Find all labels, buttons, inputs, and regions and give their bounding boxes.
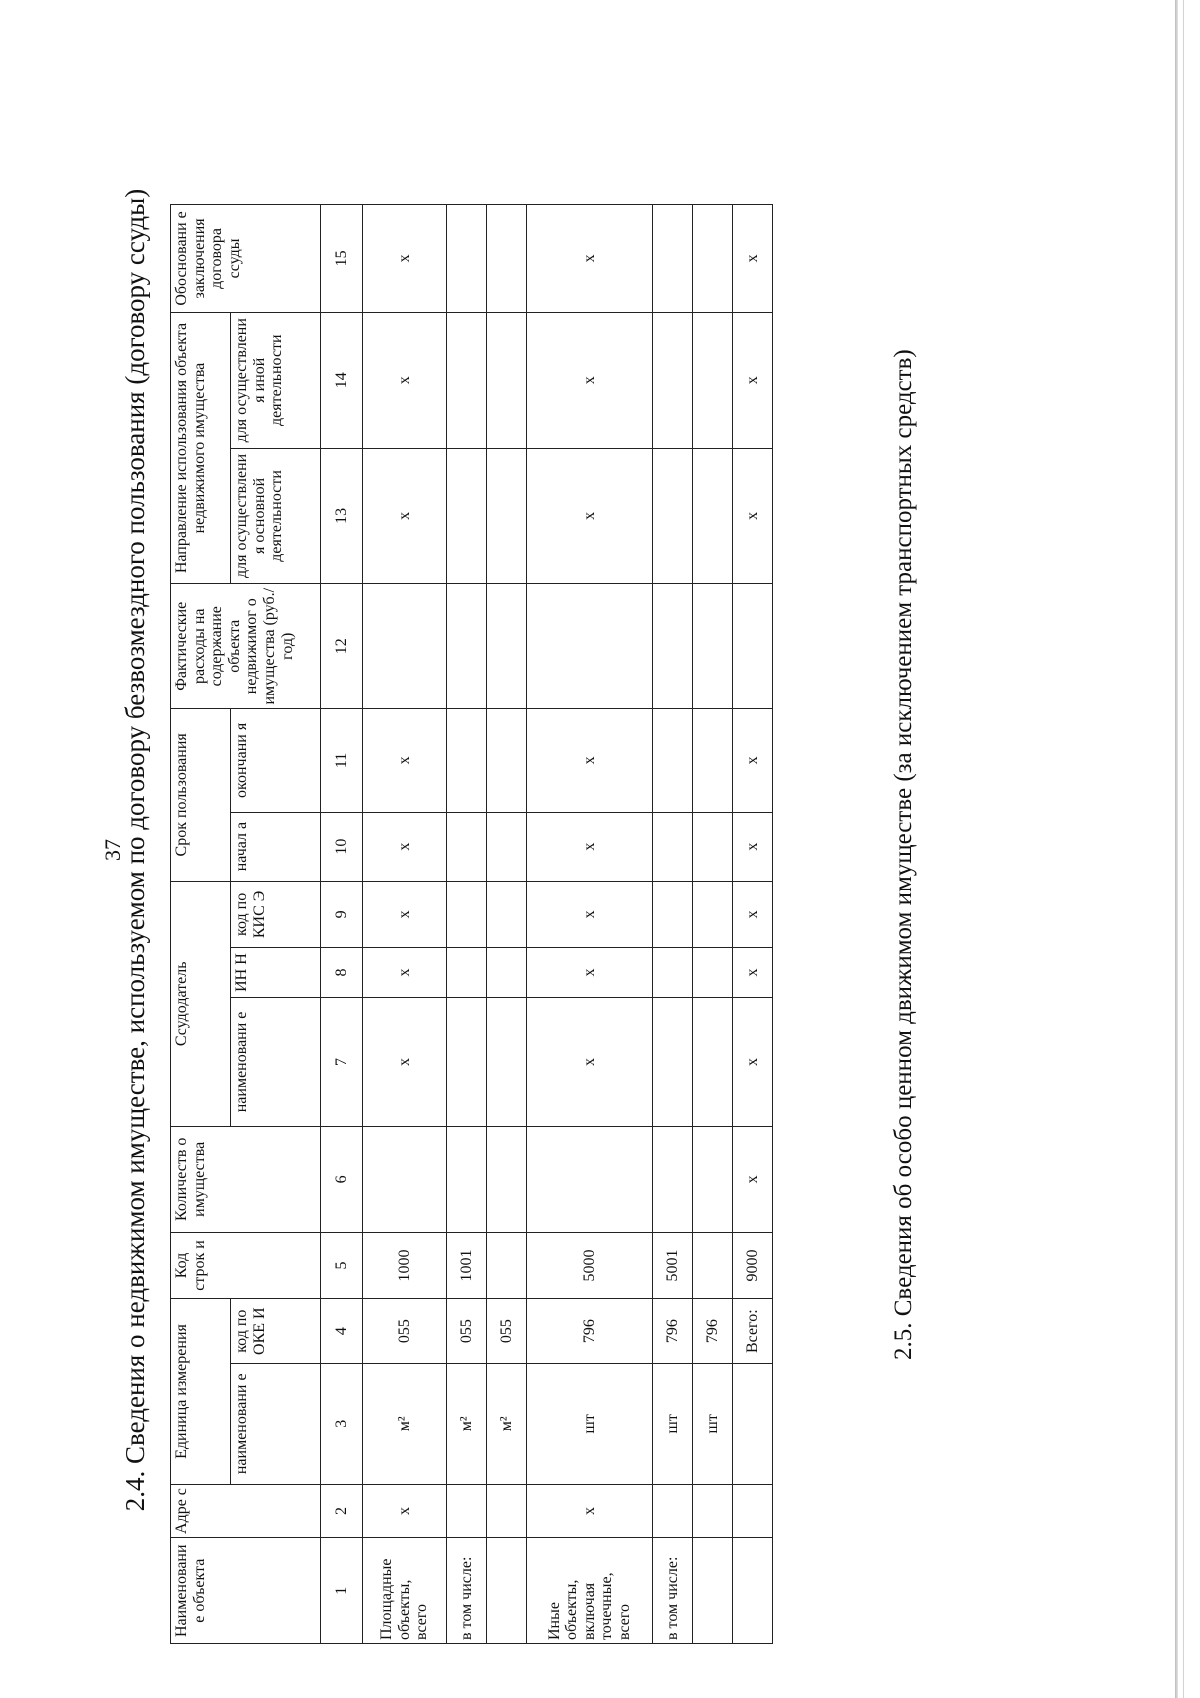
table-cell: x bbox=[527, 812, 653, 881]
table-cell bbox=[653, 881, 693, 948]
column-number: 1 bbox=[321, 1538, 363, 1644]
table-cell: x bbox=[363, 948, 447, 998]
table-cell bbox=[487, 1232, 527, 1299]
header-unit-okei: код по ОКЕ И bbox=[231, 1299, 321, 1364]
table-cell: x bbox=[363, 205, 447, 313]
column-number: 9 bbox=[321, 881, 363, 948]
table-cell: м² bbox=[447, 1363, 487, 1484]
header-quantity: Количеств о имущества bbox=[171, 1127, 321, 1233]
table-cell bbox=[487, 881, 527, 948]
header-term-start: начал а bbox=[231, 812, 321, 881]
table-cell: x bbox=[363, 1484, 447, 1538]
table-cell bbox=[733, 1363, 773, 1484]
row-label: в том числе: bbox=[447, 1538, 487, 1644]
table-row bbox=[653, 205, 693, 1644]
table-cell bbox=[653, 948, 693, 998]
table-cell bbox=[693, 812, 733, 881]
table-cell: 5001 bbox=[653, 1232, 693, 1299]
table-row bbox=[447, 205, 487, 1644]
table-cell: м² bbox=[363, 1363, 447, 1484]
table-cell bbox=[447, 1127, 487, 1233]
column-number: 2 bbox=[321, 1484, 363, 1538]
table-row bbox=[487, 205, 527, 1644]
table-cell: 796 bbox=[693, 1299, 733, 1364]
header-basis: Обосновани е заключения договора ссуды bbox=[171, 205, 321, 313]
header-expenses: Фактические расходы на содержание объекта недвижимог о имущества (руб./год) bbox=[171, 584, 321, 709]
table-cell bbox=[363, 1127, 447, 1233]
header-lender-inn: ИН Н bbox=[231, 948, 321, 998]
header-term-end: окончани я bbox=[231, 709, 321, 812]
table-cell: x bbox=[363, 709, 447, 812]
row-label bbox=[487, 1538, 527, 1644]
table-cell: 796 bbox=[527, 1299, 653, 1364]
table-cell bbox=[447, 584, 487, 709]
header-row-code: Код строк и bbox=[171, 1232, 321, 1299]
table-cell bbox=[487, 584, 527, 709]
column-number: 7 bbox=[321, 997, 363, 1126]
table-cell: 5000 bbox=[527, 1232, 653, 1299]
table-cell: x bbox=[527, 1484, 653, 1538]
table-cell: x bbox=[527, 881, 653, 948]
table-cell bbox=[653, 1127, 693, 1233]
total-code: 9000 bbox=[733, 1232, 773, 1299]
table-cell: шт bbox=[527, 1363, 653, 1484]
table-cell bbox=[447, 1484, 487, 1538]
table-cell: x bbox=[733, 448, 773, 584]
table-cell: x bbox=[733, 881, 773, 948]
column-number: 12 bbox=[321, 584, 363, 709]
table-cell bbox=[653, 1484, 693, 1538]
table-cell bbox=[653, 812, 693, 881]
total-label: Всего: bbox=[733, 1299, 773, 1364]
column-number: 13 bbox=[321, 448, 363, 584]
table-cell: шт bbox=[653, 1363, 693, 1484]
table-cell bbox=[733, 1538, 773, 1644]
column-number: 15 bbox=[321, 205, 363, 313]
row-label: в том числе: bbox=[653, 1538, 693, 1644]
column-number: 11 bbox=[321, 709, 363, 812]
header-lender-name: наименовани е bbox=[231, 997, 321, 1126]
header-term: Срок пользования bbox=[171, 709, 231, 881]
table-cell: 055 bbox=[487, 1299, 527, 1364]
page-number: 37 bbox=[100, 839, 125, 861]
table-cell bbox=[693, 709, 733, 812]
table-cell: x bbox=[363, 812, 447, 881]
table-cell bbox=[693, 948, 733, 998]
header-name: Наименовани е объекта bbox=[171, 1538, 321, 1644]
column-numbers-row bbox=[321, 205, 363, 1644]
header-direction-other: для осуществлени я иной деятельности bbox=[231, 312, 321, 448]
table-cell bbox=[487, 312, 527, 448]
header-direction: Направление использования объекта недвижимого имущества bbox=[171, 312, 231, 583]
next-section-title: 2.5. Сведения об особо ценном движимом имуществе (за исключением транспортных средств) bbox=[890, 349, 917, 1360]
table-cell: x bbox=[733, 997, 773, 1126]
table-cell bbox=[447, 881, 487, 948]
table-cell bbox=[693, 205, 733, 313]
property-table bbox=[170, 204, 773, 1644]
table-cell bbox=[693, 1232, 733, 1299]
column-number: 5 bbox=[321, 1232, 363, 1299]
table-cell: x bbox=[363, 448, 447, 584]
table-row bbox=[527, 205, 653, 1644]
total-row bbox=[733, 205, 773, 1644]
table-cell bbox=[653, 584, 693, 709]
table-cell: x bbox=[527, 205, 653, 313]
header-lender-kice: код по КИС Э bbox=[231, 881, 321, 948]
table-cell bbox=[733, 1484, 773, 1538]
scan-edge-line bbox=[1183, 0, 1184, 1698]
table-cell: x bbox=[527, 948, 653, 998]
table-cell: x bbox=[363, 881, 447, 948]
table-cell bbox=[487, 948, 527, 998]
table-cell: x bbox=[733, 205, 773, 313]
table-cell bbox=[653, 205, 693, 313]
table-cell bbox=[487, 205, 527, 313]
scan-edge bbox=[1175, 0, 1178, 1698]
table-cell: x bbox=[527, 312, 653, 448]
row-label bbox=[693, 1538, 733, 1644]
column-number: 10 bbox=[321, 812, 363, 881]
table-cell: x bbox=[733, 812, 773, 881]
table-cell bbox=[447, 312, 487, 448]
table-cell: 1001 bbox=[447, 1232, 487, 1299]
table-cell bbox=[487, 448, 527, 584]
table-cell bbox=[693, 312, 733, 448]
table-cell bbox=[487, 812, 527, 881]
table-cell bbox=[653, 312, 693, 448]
column-number: 14 bbox=[321, 312, 363, 448]
table-cell: x bbox=[527, 709, 653, 812]
table-cell: 055 bbox=[447, 1299, 487, 1364]
table-cell: 1000 bbox=[363, 1232, 447, 1299]
table-cell bbox=[733, 584, 773, 709]
table-cell bbox=[447, 997, 487, 1126]
table-cell: x bbox=[363, 312, 447, 448]
table-cell bbox=[487, 709, 527, 812]
column-number: 6 bbox=[321, 1127, 363, 1233]
table-cell bbox=[693, 448, 733, 584]
table-cell bbox=[693, 997, 733, 1126]
row-label: Площадные объекты, всего bbox=[363, 1538, 447, 1644]
table-cell bbox=[653, 709, 693, 812]
table-row bbox=[693, 205, 733, 1644]
header-lender: Ссудодатель bbox=[171, 881, 231, 1127]
table-cell bbox=[487, 1484, 527, 1538]
table-cell: x bbox=[733, 1127, 773, 1233]
table-cell bbox=[527, 1127, 653, 1233]
table-row bbox=[363, 205, 447, 1644]
table-cell: x bbox=[363, 997, 447, 1126]
table-cell: м² bbox=[487, 1363, 527, 1484]
table-cell bbox=[693, 881, 733, 948]
column-number: 3 bbox=[321, 1363, 363, 1484]
table-cell: 055 bbox=[363, 1299, 447, 1364]
table-cell bbox=[447, 948, 487, 998]
table-cell: x bbox=[733, 709, 773, 812]
header-unit-name: наименовани е bbox=[231, 1363, 321, 1484]
table-cell bbox=[653, 997, 693, 1126]
table-cell: x bbox=[733, 948, 773, 998]
section-title: 2.4. Сведения о недвижимом имуществе, используемом по договору безвозмездного пользования (договору ссуды) bbox=[120, 188, 150, 1512]
table-cell bbox=[447, 709, 487, 812]
table-cell bbox=[447, 812, 487, 881]
column-number: 4 bbox=[321, 1299, 363, 1364]
header-direction-main: для осуществлени я основной деятельности bbox=[231, 448, 321, 584]
column-number: 8 bbox=[321, 948, 363, 998]
table-cell bbox=[363, 584, 447, 709]
table-cell bbox=[693, 584, 733, 709]
table-cell bbox=[693, 1127, 733, 1233]
table-cell: x bbox=[527, 997, 653, 1126]
table-cell bbox=[693, 1484, 733, 1538]
table-cell: x bbox=[527, 448, 653, 584]
table-cell bbox=[487, 997, 527, 1126]
table-cell: 796 bbox=[653, 1299, 693, 1364]
table-cell bbox=[487, 1127, 527, 1233]
row-label: Иные объекты, включая точечные, всего bbox=[527, 1538, 653, 1644]
header-unit: Единица измерения bbox=[171, 1299, 231, 1484]
rotated-page bbox=[100, 40, 1100, 1660]
table-cell: шт bbox=[693, 1363, 733, 1484]
table-cell: x bbox=[733, 312, 773, 448]
table-cell bbox=[447, 448, 487, 584]
table-cell bbox=[447, 205, 487, 313]
table-cell bbox=[527, 584, 653, 709]
header-address: Адре с bbox=[171, 1484, 321, 1538]
table-cell bbox=[653, 448, 693, 584]
